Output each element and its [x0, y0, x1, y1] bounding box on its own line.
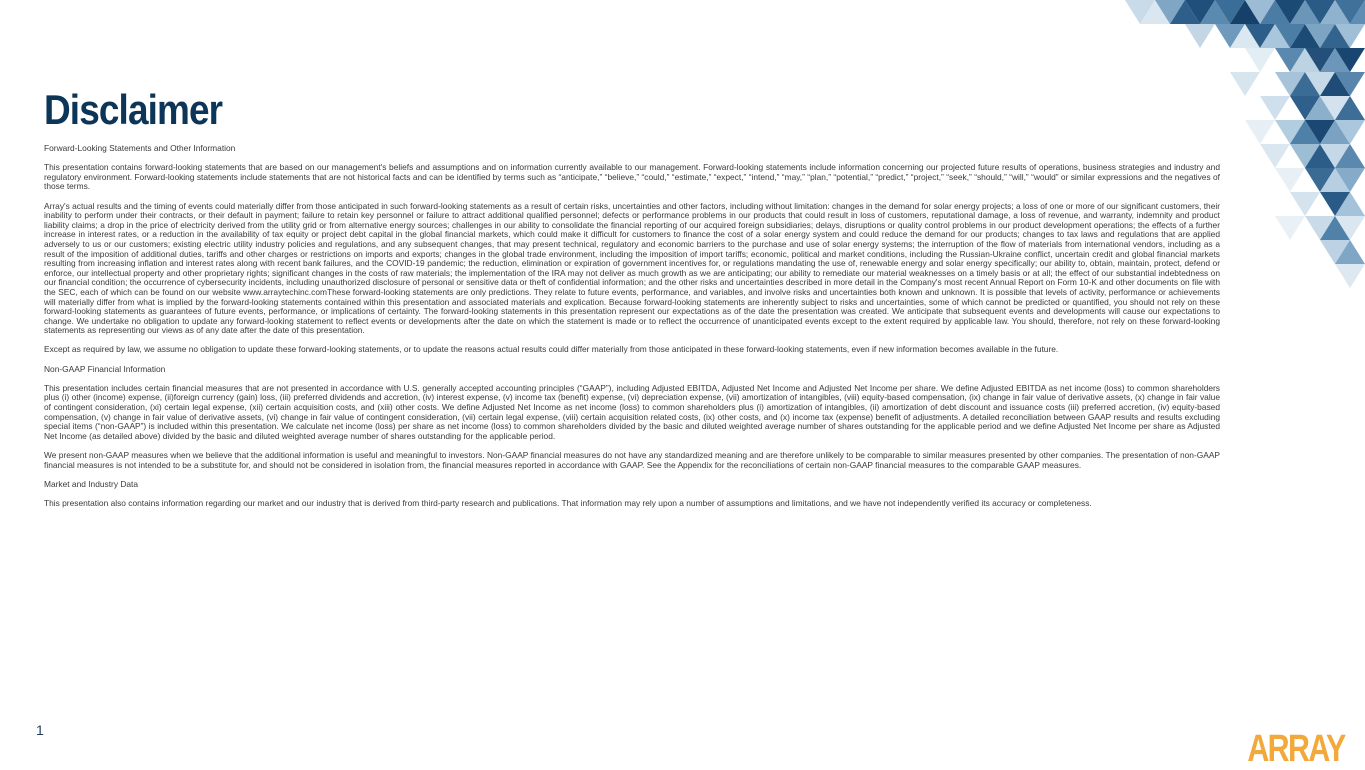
section-heading-market-data: Market and Industry Data [44, 478, 139, 489]
paragraph-market-data: This presentation also contains information regarding our market and our industry that is derived from third-party research and publications. That information may rely upon a number of assumptions and limitations, and we have not independently verified its accuracy or completeness. [44, 497, 1092, 508]
disclaimer-content [44, 144, 1220, 518]
paragraph-no-obligation: Except as required by law, we assume no obligation to update these forward-looking statements, or to update the reasons actual results could differ materially from those anticipated in these forward-looking statements, even if new information becomes available in the future. [44, 344, 1059, 355]
paragraph-non-gaap-definitions: This presentation includes certain financial measures that are not presented in accordance with U.S. generally accepted accounting principles (“GAAP”), including Adjusted EBITDA, Adjusted Net Income and Adjusted Net Income per share. We define Adjusted EBITDA as net income (loss) to common shareholders plus (i) other (income) expense, (ii)foreign currency (gain) loss, (iii) preferred dividends and accretion, (iv) interest expense, (v) income tax (benefit) expense, (vi) depreciation expense, (vii) amortization of intangibles, (viii) equity-based compensation, (ix) change in fair value of derivative assets, (x) change in fair value of contingent consideration, (xi) certain legal expense, (xii) certain acquisition costs, and (xiii) other costs. We define Adjusted Net Income as net income (loss) to common shareholders plus (i) amortization of intangibles, (ii) amortization of debt discount and issuance costs (iii) preferred accretion, (iv) equity-based compensation, (v) change in fair value of derivative assets, (vi) change in fair value of contingent consideration, (vii) certain legal expense, (viii) certain acquisition related costs, (ix) other costs, and (x) income tax (expense) benefit of adjustments. A detailed reconciliation between GAAP results and results excluding special items (“non-GAAP”) is included within this presentation. We calculate net income (loss) per share as net income (loss) to common shareholders divided by the basic and diluted weighted average number of shares outstanding for the applicable period and we define Adjusted Net Income per share as Adjusted Net Income (as detailed above) divided by the basic and diluted weighted average number of shares outstanding for the applicable period. [44, 382, 1220, 441]
paragraph-forward-looking-intro: This presentation contains forward-looking statements that are based on our management's beliefs and assumptions and on information currently available to our management. Forward-looking statements include information concerning our projected future results of operations, business strategies and industry and regulatory environment. Forward-looking statements include statements that are not historical facts and can be identified by terms such as “anticipate,” “believe,” “could,” “estimate,” “expect,” “intend,” “may,” “plan,” “potential,” “predict,” “project,” “seek,” “should,” “will,” “would” or similar expressions and the negatives of those terms. [44, 162, 1220, 192]
page-title: Disclaimer [44, 86, 223, 133]
page-number: 1 [36, 722, 44, 738]
section-heading-forward-looking: Forward-Looking Statements and Other Information [44, 143, 236, 153]
array-logo: ARRAY [1247, 728, 1345, 770]
paragraph-risk-factors: Array's actual results and the timing of events could materially differ from those anticipated in such forward-looking statements as a result of certain risks, uncertainties and other factors, including without limitation: changes in the demand for solar energy projects; a loss of one or more of our significant customers, their inability to perform under their contracts, or their default in payment; failure to retain key personnel or failure to attract additional qualified personnel; defects or performance problems in our products that could result in loss of customers, reputational damage, a loss of revenue, and warranty, indemnity and product liability claims; a drop in the price of electricity derived from the utility grid or from alternative energy sources; challenges in our ability to consolidate the financial reporting of our acquired foreign subsidiaries; delays, disruptions or quality control problems in our product development operations; the effects of a further increase in interest rates, or a reduction in the availability of tax equity or project debt capital in the global financial markets, which could make it difficult for customers to finance the cost of a solar energy system and could reduce the demand for our products; changes to tax laws and regulations that are applied adversely to us or our customers; existing electric utility industry policies and regulations, and any subsequent changes, that may present technical, regulatory and economic barriers to the purchase and use of solar energy systems; the interruption of the flow of materials from international vendors, including as a result of the imposition of additional duties, tariffs and other charges or restrictions on imports and exports; changes in the global trade environment, including the imposition of import tariffs; economic, political and market conditions, including the Russian-Ukraine conflict, uncertain credit and global financial markets resulting from increasing inflation and interest rates along with recent bank failures, and the COVID-19 pandemic; the reduction, elimination or expiration of government incentives for, or regulations mandating the use of, renewable energy and solar energy specifically; our ability to, obtain, maintain, protect, defend or enforce, our intellectual property and other proprietary rights; significant changes in the costs of raw materials; the implementation of the IRA may not deliver as much growth as we are anticipating; our ability to remediate our material weaknesses on a timely basis or at all; the effect of our substantial indebtedness on our financial condition; the occurrence of cybersecurity incidents, including unauthorized disclosure of personal or sensitive data or theft of confidential information; and the other risks and uncertainties described in more detail in the Company's most recent Annual Report on Form 10-K and other documents on file with the SEC, each of which can be found on our website www.arraytechinc.comThese forward-looking statements are only predictions. They relate to future events, performance, and variables, and involve risks and uncertainties both known and unknown. It is possible that levels of activity, performance or achievements will materially differ from what is implied by the forward-looking statements contained within this presentation and associated materials and explication. Because forward-looking statements are inherently subject to risks and uncertainties, some of which cannot be predicted or quantified, you should not rely on these forward-looking statements as guarantees of future events, performance, or implications of certainty. The forward-looking statements in this presentation represent our expectations as of the date the presentation was created. We anticipate that subsequent events and developments will cause our expectations to change. We undertake no obligation to update any forward-looking statement to reflect events or developments after the date on which the statement is made or to reflect the occurrence of unanticipated events except to the extent required by applicable law. You should, therefore, not rely on these forward-looking statements as representing our views as of any date after the date of this presentation. [44, 200, 1220, 336]
paragraph-non-gaap-purpose: We present non-GAAP measures when we believe that the additional information is useful and meaningful to investors. Non-GAAP financial measures do not have any standardized meaning and are therefore unlikely to be comparable to similar measures presented by other companies. The presentation of non-GAAP financial measures is not intended to be a substitute for, and should not be considered in isolation from, the financial measures reported in accordance with GAAP. See the Appendix for the reconciliations of certain non-GAAP financial measures to the comparable GAAP measures. [44, 450, 1220, 470]
section-heading-non-gaap: Non-GAAP Financial Information [44, 363, 166, 374]
